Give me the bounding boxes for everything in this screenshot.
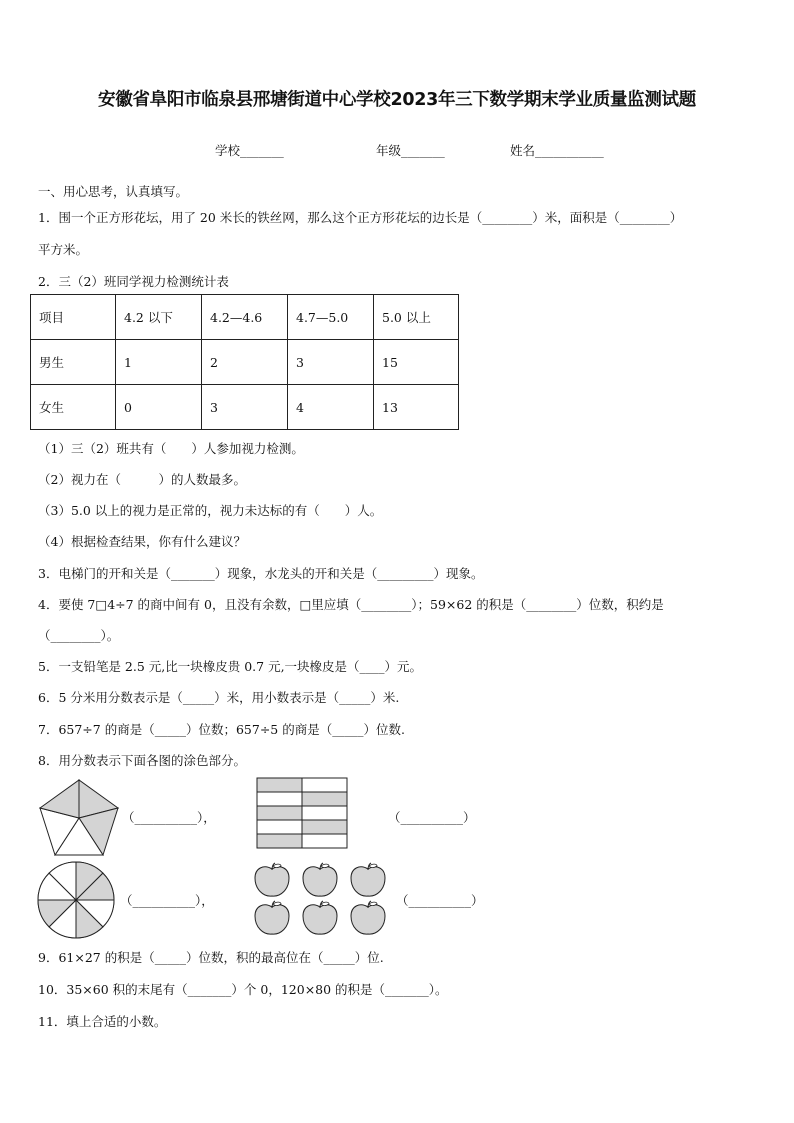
- apples-figure: [252, 861, 392, 937]
- grid-cell: [302, 834, 347, 848]
- grid-cell: [302, 806, 347, 820]
- table-cell: 4.7—5.0: [288, 295, 374, 340]
- table-cell: 4.2 以下: [116, 295, 202, 340]
- apple-icon: [255, 863, 289, 896]
- apple-icon: [303, 863, 337, 896]
- grid-cell: [257, 792, 302, 806]
- grid-cell: [257, 778, 302, 792]
- apple-icon: [351, 901, 385, 934]
- pentagon-figure: [36, 777, 122, 859]
- grid-figure: [256, 777, 350, 851]
- question-1-line2: 平方米。: [38, 242, 89, 257]
- name-field: 姓名___________: [510, 143, 604, 158]
- answer-blank-3[interactable]: （__________），: [120, 893, 214, 908]
- grid-cell: [257, 806, 302, 820]
- circle-figure: [36, 860, 116, 940]
- section-heading: 一、用心思考，认真填写。: [38, 184, 189, 199]
- grid-cell: [257, 834, 302, 848]
- grid-cell: [257, 820, 302, 834]
- question-1-line1: 1．围一个正方形花坛，用了 20 米长的铁丝网，那么这个正方形花坛的边长是（________）米，面积是（________）: [38, 210, 683, 225]
- question-7: 7．657÷7 的商是（_____）位数；657÷5 的商是（_____）位数.: [38, 722, 405, 737]
- table-cell: 4: [288, 385, 374, 430]
- question-8: 8．用分数表示下面各图的涂色部分。: [38, 753, 246, 768]
- table-cell: 3: [202, 385, 288, 430]
- question-2-sub3: （3）5.0 以上的视力是正常的，视力未达标的有（ ）人。: [38, 503, 383, 518]
- vision-stats-table: [30, 294, 459, 430]
- answer-blank-2[interactable]: （__________）: [388, 810, 476, 825]
- table-cell: 5.0 以上: [374, 295, 459, 340]
- question-4-line1: 4．要使 7□4÷7 的商中间有 0，且没有余数，□里应填（________）；59×62 的积是（________）位数，积约是: [38, 597, 664, 612]
- page-title: 安徽省阜阳市临泉县邢塘街道中心学校2023年三下数学期末学业质量监测试题: [98, 90, 696, 110]
- apple-icon: [303, 901, 337, 934]
- question-2-sub4: （4）根据检查结果，你有什么建议？: [38, 534, 246, 549]
- table-row: [31, 385, 459, 430]
- table-cell: 13: [374, 385, 459, 430]
- table-cell: 项目: [31, 295, 116, 340]
- question-2-sub1: （1）三（2）班共有（ ）人参加视力检测。: [38, 441, 304, 456]
- grid-cell: [302, 792, 347, 806]
- question-10: 10．35×60 积的末尾有（_______）个 0，120×80 的积是（_______）。: [38, 982, 448, 997]
- answer-blank-1[interactable]: （__________），: [122, 810, 216, 825]
- table-cell: 0: [116, 385, 202, 430]
- question-9: 9．61×27 的积是（_____）位数，积的最高位在（_____）位.: [38, 950, 384, 965]
- apple-icon: [255, 901, 289, 934]
- table-cell: 1: [116, 340, 202, 385]
- grid-cell: [302, 820, 347, 834]
- question-2-title: 2．三（2）班同学视力检测统计表: [38, 274, 229, 289]
- apple-icon: [351, 863, 385, 896]
- grade-field: 年级_______: [376, 143, 445, 158]
- answer-blank-4[interactable]: （__________）: [396, 893, 484, 908]
- question-6: 6．5 分米用分数表示是（_____）米，用小数表示是（_____）米.: [38, 690, 400, 705]
- table-cell: 男生: [31, 340, 116, 385]
- table-cell: 15: [374, 340, 459, 385]
- table-cell: 女生: [31, 385, 116, 430]
- question-2-sub2: （2）视力在（ ）的人数最多。: [38, 472, 246, 487]
- question-4-line2: （________）。: [38, 628, 120, 643]
- question-11: 11．填上合适的小数。: [38, 1014, 167, 1029]
- table-row: [31, 340, 459, 385]
- question-5: 5．一支铅笔是 2.5 元,比一块橡皮贵 0.7 元,一块橡皮是（____）元。: [38, 659, 423, 674]
- school-field: 学校_______: [215, 143, 284, 158]
- table-cell: 3: [288, 340, 374, 385]
- table-cell: 2: [202, 340, 288, 385]
- grid-cell: [302, 778, 347, 792]
- question-3: 3．电梯门的开和关是（_______）现象，水龙头的开和关是（_________）现象。: [38, 566, 484, 581]
- table-header-row: [31, 295, 459, 340]
- table-cell: 4.2—4.6: [202, 295, 288, 340]
